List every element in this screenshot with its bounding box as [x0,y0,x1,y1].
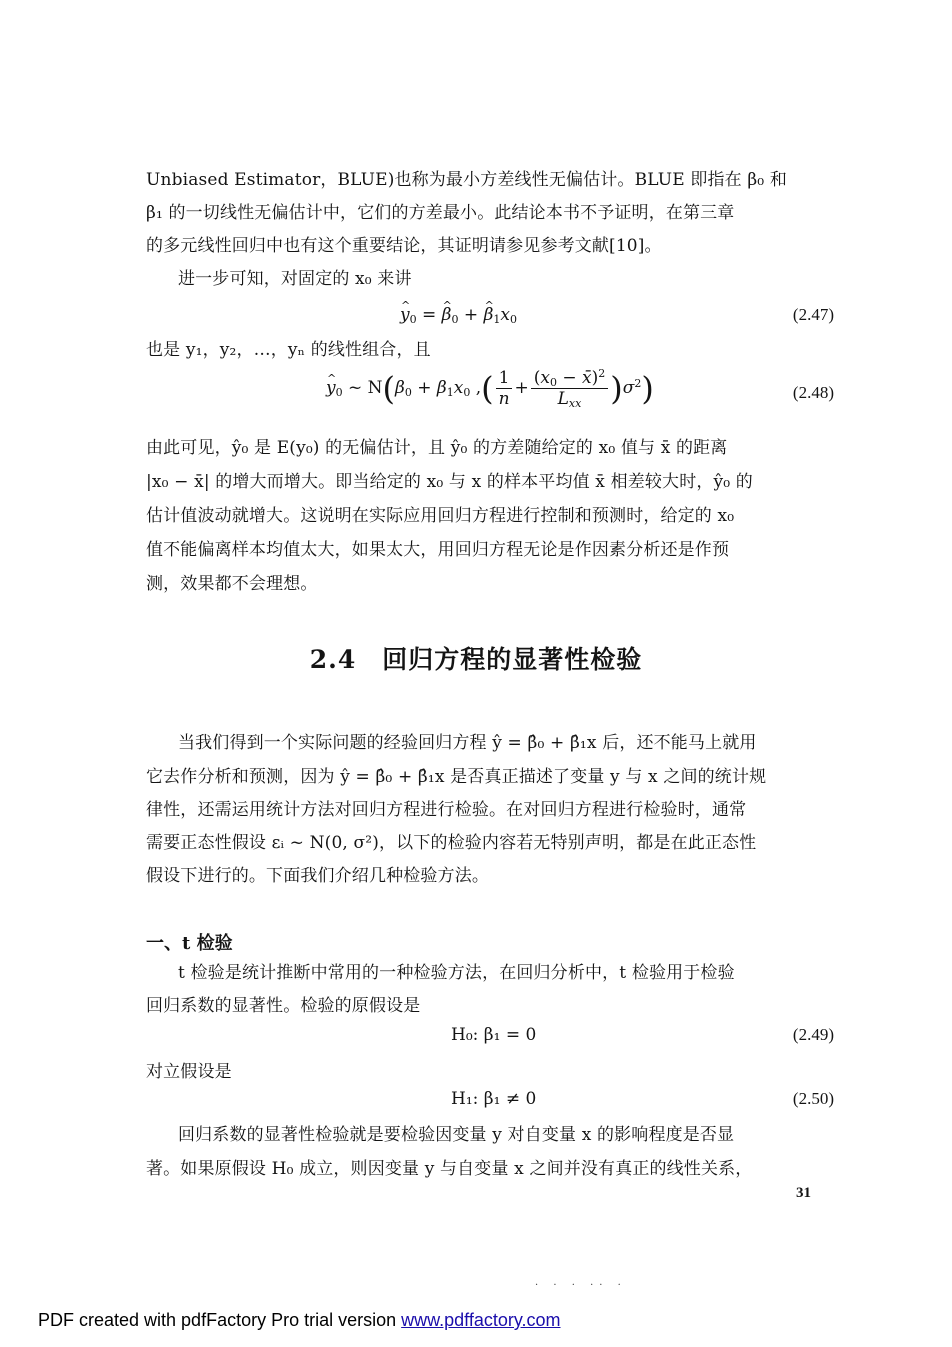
equation-number: (2.50) [792,1089,834,1108]
paragraph-line: 也是 y₁，y₂，…，yₙ 的线性组合，且 [146,340,431,360]
paragraph-line: 对立假设是 [146,1062,232,1082]
paragraph-line: 值不能偏离样本均值太大，如果太大，用回归方程无论是作因素分析还是作预 [146,540,730,560]
paragraph-line: 进一步可知，对固定的 x₀ 来讲 [178,269,412,289]
scan-artifact: · · · ·· · [535,1280,627,1291]
paragraph-line: 由此可见，ŷ₀ 是 E(y₀) 的无偏估计，且 ŷ₀ 的方差随给定的 x₀ 值与 x̄ 的距离 [146,438,728,458]
equation-2-50: H₁: β₁ ≠ 0 [451,1089,537,1109]
paragraph-line: 它去作分析和预测，因为 ŷ = β̂₀ + β̂₁x 是否真正描述了变量 y 与 x 之间的统计规 [146,767,767,787]
equation-number: (2.48) [792,383,834,402]
equation-2-48: ^ $y_0$ ~ $N(\beta_0 + \beta_1x_0$ ,( $\frac{1}{n}$ + $\frac{(x_0 - x̄)^2}{L_{xx}}$ )$\sigma^2$) [326,368,654,409]
paragraph-line: Unbiased Estimator，BLUE)也称为最小方差线性无偏估计。BLUE 即指在 β₀ 和 [146,170,787,190]
paragraph-line: |x₀ − x̄| 的增大而增大。即当给定的 x₀ 与 x 的样本平均值 x̄ 相差较大时，ŷ₀ 的 [146,472,753,492]
equation-2-47: ^ $y_0$ = ^ $\beta_0$ + ^ $\beta_1x_0$ [400,303,517,327]
equation-number: (2.47) [792,305,834,324]
paragraph-line: 律性，还需运用统计方法对回归方程进行检验。在对回归方程进行检验时，通常 [146,800,747,820]
footer-text: PDF created with pdfFactory Pro trial version [38,1310,402,1330]
paragraph-line: 测，效果都不会理想。 [146,574,318,594]
paragraph-line: 当我们得到一个实际问题的经验回归方程 ŷ = β̂₀ + β̂₁x 后，还不能马上就用 [178,733,757,753]
pdf-footer [38,1310,561,1331]
subsection-heading: 一、t 检验 [146,933,233,954]
paragraph-line: 估计值波动就增大。这说明在实际应用回归方程进行控制和预测时，给定的 x₀ [146,506,735,526]
section-heading: 2.4 回归方程的显著性检验 [309,645,643,674]
paragraph-line: 假设下进行的。下面我们介绍几种检验方法。 [146,866,489,886]
footer-link[interactable]: www.pdffactory.com [401,1310,561,1330]
page-number: 31 [796,1185,811,1201]
paragraph-line: 的多元线性回归中也有这个重要结论，其证明请参见参考文献[10]。 [146,236,662,256]
equation-number: (2.49) [792,1025,834,1044]
paragraph-line: 需要正态性假设 εᵢ ~ N(0, σ²)，以下的检验内容若无特别声明，都是在此正态性 [146,833,757,853]
paragraph-line: 回归系数的显著性。检验的原假设是 [146,996,421,1016]
equation-2-49: H₀: β₁ = 0 [451,1025,537,1045]
paragraph-line: 回归系数的显著性检验就是要检验因变量 y 对自变量 x 的影响程度是否显 [178,1125,735,1145]
paragraph-line: 著。如果原假设 H₀ 成立，则因变量 y 与自变量 x 之间并没有真正的线性关系， [146,1159,753,1179]
paragraph-line: t 检验是统计推断中常用的一种检验方法，在回归分析中，t 检验用于检验 [178,963,735,983]
paragraph-line: β₁ 的一切线性无偏估计中，它们的方差最小。此结论本书不予证明，在第三章 [146,203,735,223]
